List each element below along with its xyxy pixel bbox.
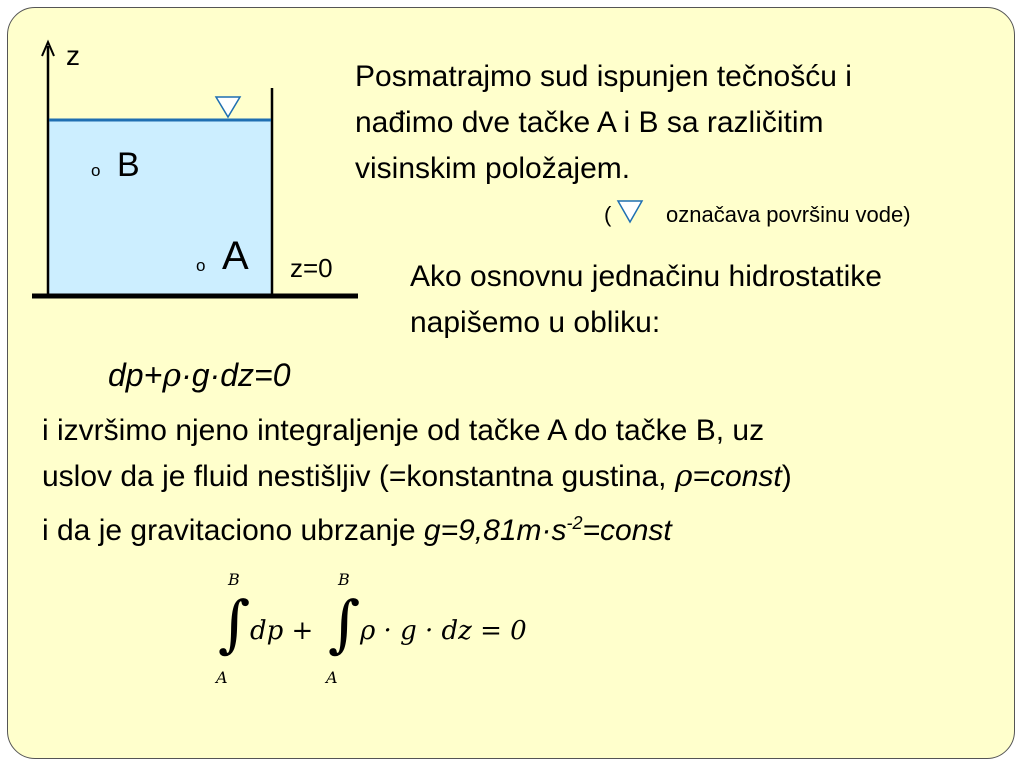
z-zero-label: z=0	[290, 253, 333, 283]
para3-const: =const	[692, 460, 782, 493]
point-b-label: B	[117, 146, 140, 184]
para3-exponent: -2	[566, 513, 583, 533]
water-surface-icon-note	[618, 201, 642, 222]
integral-term-rho: ρ · g · dz = 0	[360, 616, 527, 646]
integral2-upper-limit: B	[338, 570, 350, 589]
para3-line3-text: i da je gravitaciono ubrzanje	[42, 514, 424, 547]
para3-s: s	[551, 514, 567, 547]
point-a-label: A	[222, 234, 249, 278]
integral2-sign: ∫	[328, 587, 361, 660]
para3-line-1: i izvršimo njeno integraljenje od tačke A do tačke B, uz	[42, 414, 765, 447]
intro-line-1: Posmatrajmo sud ispunjen tečnošću i	[355, 60, 852, 93]
para3-line-2	[42, 454, 792, 500]
para3-line2-text: uslov da je fluid nestišljiv (=konstantna gustina,	[42, 460, 675, 493]
para2-line-1: Ako osnovnu jednačinu hidrostatike	[410, 260, 882, 293]
integral2-lower-limit: A	[326, 668, 338, 687]
eq-dp-plus: dp+	[108, 357, 163, 393]
water-surface-icon	[216, 97, 240, 117]
z-axis-label: z	[66, 40, 80, 71]
eq-dot-1: ·	[181, 357, 192, 393]
eq-dot-2: ·	[209, 357, 221, 393]
para3-close-paren: )	[781, 460, 792, 493]
intro-line-2: nađimo dve tačke A i B sa različitim	[355, 106, 824, 139]
para3-g-const: =const	[582, 514, 672, 547]
point-b-marker: o	[91, 161, 101, 180]
eq-dz: dz=0	[220, 357, 291, 393]
note-open-paren: (	[604, 202, 612, 227]
eq-rho: ρ	[162, 356, 182, 394]
intro-paragraph	[355, 54, 852, 192]
para3-g-value: g=9,81m	[423, 514, 542, 547]
integral-term-dp: dp +	[250, 616, 314, 646]
note-text: označava površinu vode)	[666, 202, 911, 227]
integral1-lower-limit: A	[216, 668, 228, 687]
paragraph-3	[42, 408, 792, 554]
eq-g: g	[191, 357, 210, 393]
para3-dot: ·	[541, 514, 552, 547]
para2-line-2: napišemo u obliku:	[410, 306, 661, 339]
para3-line-3	[42, 500, 792, 554]
integral-equation	[210, 568, 550, 692]
equation-dp	[108, 356, 290, 394]
para3-rho: ρ	[674, 459, 693, 494]
point-a-marker: o	[196, 256, 206, 275]
integral1-upper-limit: B	[228, 570, 240, 589]
intro-line-3: visinskim položajem.	[355, 152, 631, 185]
integral1-sign: ∫	[218, 587, 251, 660]
paragraph-2	[410, 254, 882, 346]
